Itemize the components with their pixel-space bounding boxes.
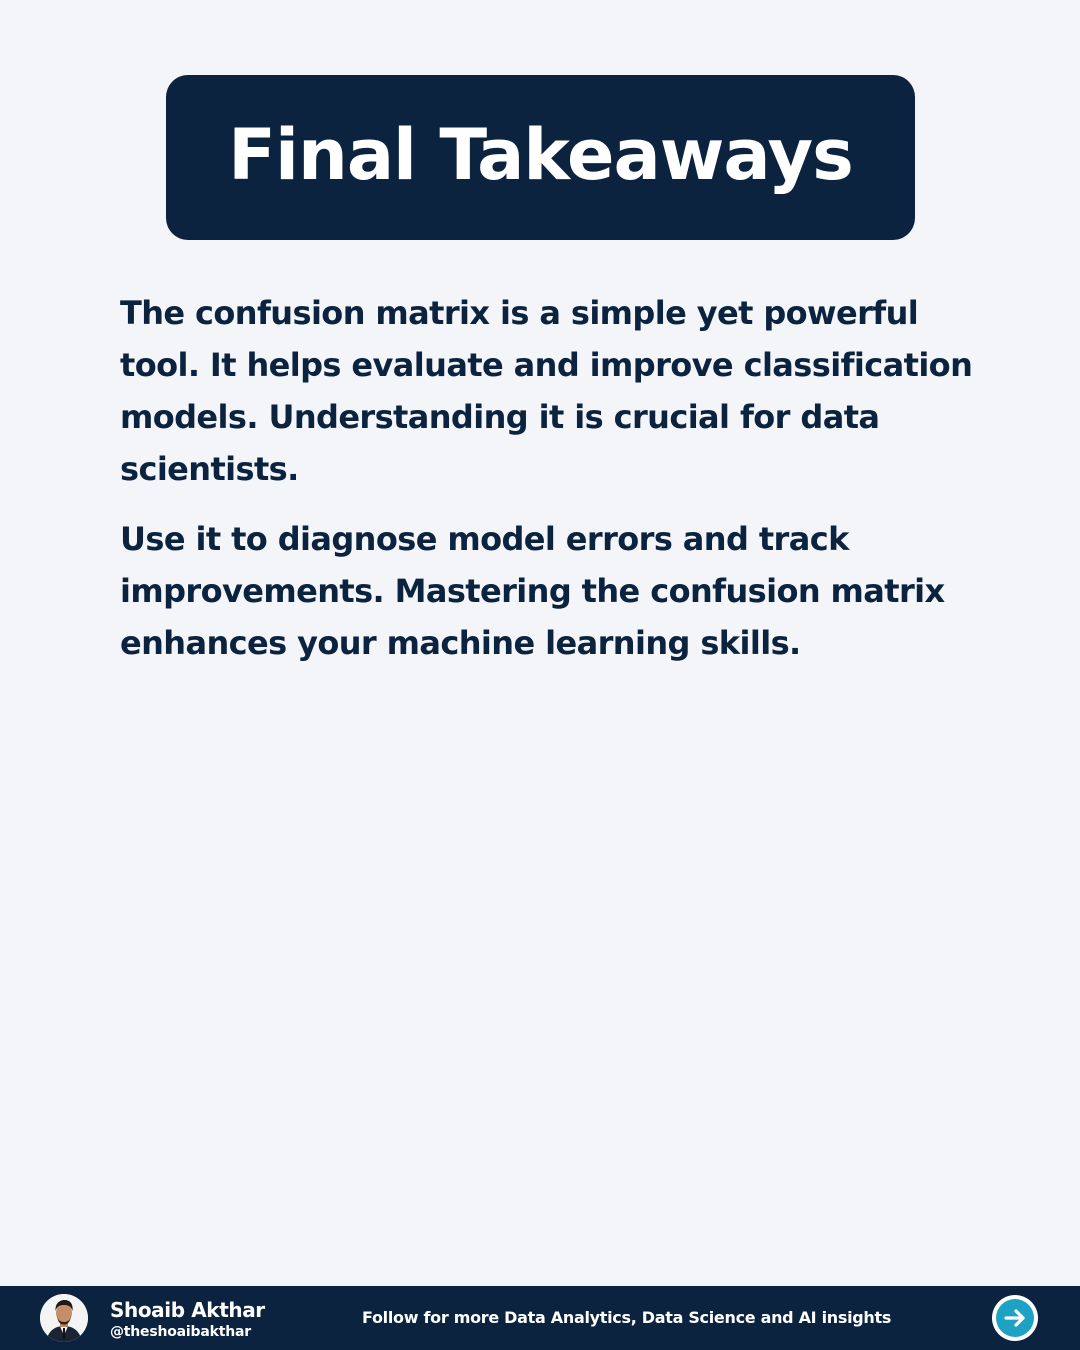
author-handle[interactable]: @theshoaibakthar [110,1324,251,1340]
title-banner [166,75,915,240]
footer-bar [0,1286,1080,1350]
author-name: Shoaib Akthar [110,1298,265,1322]
arrow-right-icon [1001,1304,1029,1332]
takeaway-paragraph-1: The confusion matrix is a simple yet powerful tool. It helps evaluate and improve classification models. Understanding it is crucial for data scientists. [120,294,973,488]
takeaway-paragraph-2: Use it to diagnose model errors and track improvements. Mastering the confusion matrix enhances your machine learning skills. [120,520,945,662]
page-title: Final Takeaways [228,113,853,196]
avatar [40,1294,88,1342]
follow-message: Follow for more Data Analytics, Data Science and AI insights [362,1308,892,1327]
author-portrait-icon [40,1294,88,1342]
next-slide-button[interactable] [992,1295,1038,1341]
next-button-fill [996,1299,1034,1337]
takeaways-content [120,287,980,687]
